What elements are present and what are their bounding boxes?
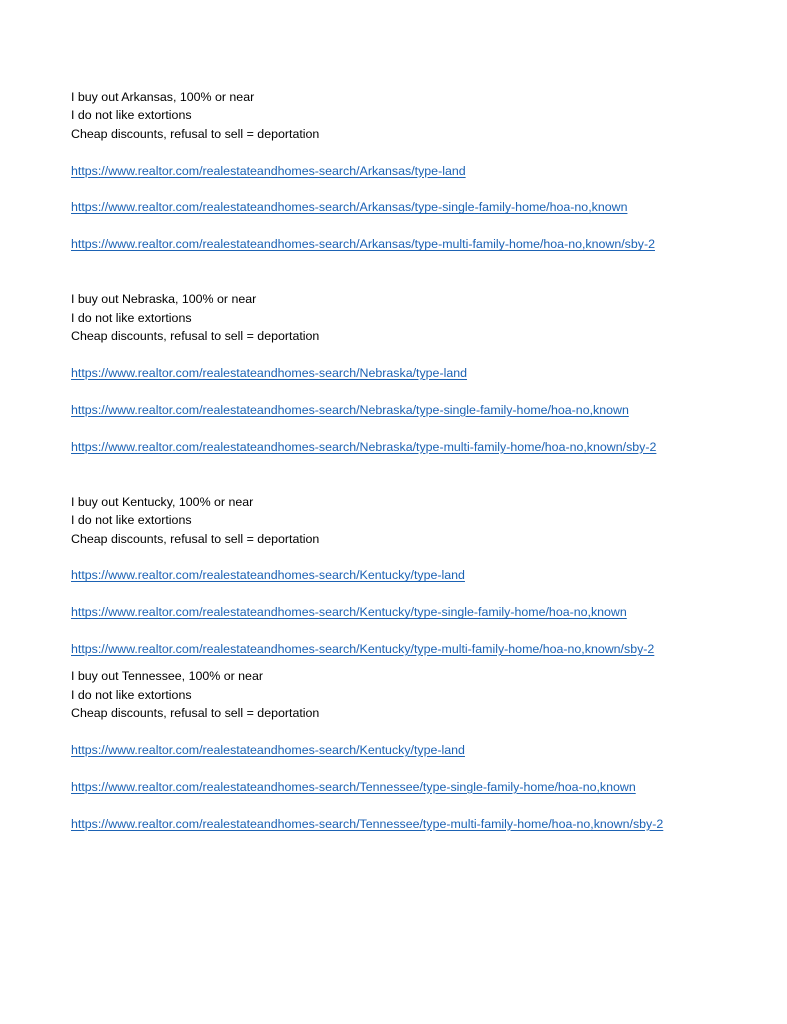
link-paragraph: [71, 741, 727, 759]
section-line: I do not like extortions: [71, 108, 192, 123]
paragraph-spacer: [71, 419, 727, 437]
realtor-link-single-family[interactable]: https://www.realtor.com/realestateandhomes-search/Kentucky/type-single-family-home/hoa-no,known: [71, 605, 627, 620]
paragraph-spacer: [71, 143, 727, 161]
link-paragraph: [71, 566, 727, 584]
paragraph-spacer: [71, 180, 727, 198]
realtor-link-multi-family[interactable]: https://www.realtor.com/realestateandhomes-search/Nebraska/type-multi-family-home/hoa-no,known/sby-2: [71, 439, 657, 454]
link-paragraph: [71, 235, 727, 253]
link-paragraph: [71, 603, 727, 621]
link-paragraph: [71, 438, 727, 456]
section-nebraska: [71, 290, 727, 456]
realtor-link-multi-family[interactable]: https://www.realtor.com/realestateandhomes-search/Tennessee/type-multi-family-home/hoa-no,known/sby-2: [71, 816, 664, 831]
paragraph-spacer: [71, 796, 727, 814]
realtor-link-single-family[interactable]: https://www.realtor.com/realestateandhomes-search/Nebraska/type-single-family-home/hoa-no,known: [71, 402, 629, 417]
section-line: Cheap discounts, refusal to sell = deportation: [71, 531, 320, 546]
realtor-link-multi-family[interactable]: https://www.realtor.com/realestateandhomes-search/Kentucky/type-multi-family-home/hoa-no,known/sby-2: [71, 641, 655, 656]
section-line: I do not like extortions: [71, 310, 192, 325]
paragraph-spacer: [71, 759, 727, 777]
paragraph-spacer: [71, 217, 727, 235]
section-line: Cheap discounts, refusal to sell = deportation: [71, 329, 320, 344]
realtor-link-land[interactable]: https://www.realtor.com/realestateandhomes-search/Kentucky/type-land: [71, 743, 465, 757]
realtor-link-single-family[interactable]: https://www.realtor.com/realestateandhomes-search/Tennessee/type-single-family-home/hoa-no,known: [71, 779, 636, 794]
realtor-link-multi-family[interactable]: https://www.realtor.com/realestateandhomes-search/Arkansas/type-multi-family-home/hoa-no,known/sby-2: [71, 237, 655, 252]
section-kentucky: [71, 493, 727, 659]
section-line: I buy out Arkansas, 100% or near: [71, 90, 255, 104]
realtor-link-land[interactable]: https://www.realtor.com/realestateandhomes-search/Arkansas/type-land: [71, 163, 466, 178]
paragraph-spacer: [71, 723, 727, 741]
link-paragraph: [71, 364, 727, 382]
section-line: Cheap discounts, refusal to sell = deportation: [71, 706, 320, 721]
realtor-link-single-family[interactable]: https://www.realtor.com/realestateandhomes-search/Arkansas/type-single-family-home/hoa-no,known: [71, 200, 628, 215]
link-paragraph: [71, 778, 727, 796]
link-paragraph: [71, 815, 727, 833]
section-arkansas: [71, 88, 727, 254]
link-paragraph: [71, 198, 727, 216]
paragraph-spacer: [71, 548, 727, 566]
paragraph-spacer: [71, 382, 727, 400]
section-line: I buy out Nebraska, 100% or near: [71, 292, 257, 307]
section-spacer: [71, 658, 727, 667]
section-tennessee: [71, 667, 727, 833]
section-spacer: [71, 474, 727, 492]
section-line: I do not like extortions: [71, 513, 192, 528]
section-spacer: [71, 456, 727, 474]
paragraph-spacer: [71, 346, 727, 364]
section-line: I do not like extortions: [71, 687, 192, 702]
section-line: Cheap discounts, refusal to sell = deportation: [71, 126, 320, 141]
section-spacer: [71, 272, 727, 290]
realtor-link-land[interactable]: https://www.realtor.com/realestateandhomes-search/Kentucky/type-land: [71, 568, 465, 583]
link-paragraph: [71, 162, 727, 180]
paragraph-spacer: [71, 622, 727, 640]
link-paragraph: [71, 401, 727, 419]
section-line: I buy out Tennessee, 100% or near: [71, 669, 263, 684]
document-body: [71, 88, 727, 833]
section-spacer: [71, 254, 727, 272]
paragraph-spacer: [71, 585, 727, 603]
realtor-link-land[interactable]: https://www.realtor.com/realestateandhomes-search/Nebraska/type-land: [71, 366, 468, 380]
section-line: I buy out Kentucky, 100% or near: [71, 494, 254, 509]
link-paragraph: [71, 640, 727, 658]
